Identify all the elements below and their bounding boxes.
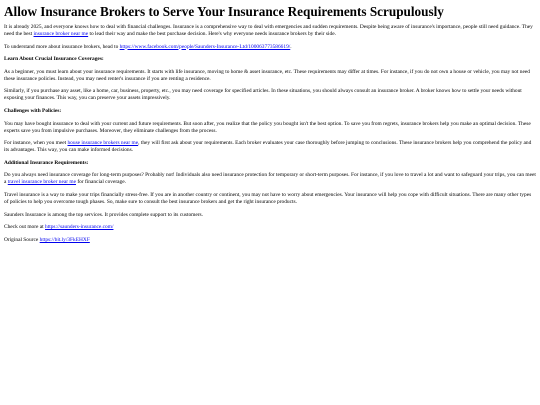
check-out-text: Check out more at: [4, 224, 46, 231]
facebook-paragraph: [4, 44, 536, 51]
learn-paragraph-2: Similarly, if you purchase any asset, like a home, car, business, property, etc., you may need coverage for specified articles. In these situations, you should always consult an insurance broker. A broker knows how to settle your needs without exposing your finances. This way, you can preserve your assets impressively.: [4, 88, 522, 102]
saunders-paragraph: Saunders Insurance is among the top services. It provides complete support to its customers.: [4, 211, 203, 218]
additional-text-end: for financial coverage.: [76, 179, 126, 186]
challenges-text-end: , they will first ask about your requirements. Each broker evaluates your case thoroughly before jumping to conclusions. These insurance brokers help you comprehend the policy and its advantages. This way, you can make informed decisions.: [4, 140, 532, 154]
source-text: Original Source: [4, 236, 40, 243]
section-heading-additional: Additional Insurance Requirements:: [4, 159, 89, 166]
section-heading-learn: Learn About Crucial Insurance Coverages:: [4, 56, 104, 63]
travel-insurance-link[interactable]: travel insurance broker near me: [7, 179, 76, 186]
facebook-text-end: .: [290, 43, 292, 50]
challenges-text: For instance, when you meet: [4, 140, 68, 147]
section-heading-challenges: Challenges with Policies:: [4, 107, 62, 114]
check-out-paragraph: [4, 224, 536, 231]
page-title: Allow Insurance Brokers to Serve Your Insurance Requirements Scrupulously: [4, 4, 444, 19]
source-link[interactable]: https://bit.ly/3FkEHXF: [39, 236, 90, 243]
additional-paragraph-2: Travel insurance is a way to make your trips financially stress-free. If you are in another country or continent, you may not have to worry about emergencies. Your insurance will help you cope with difficult situations. There are many other types of policies to help you overcome tough phases. So, make sure to consult the best insurance brokers and get the right insurance products.: [4, 191, 532, 205]
intro-text: It is already 2025, and everyone knows how to deal with financial challenges. Insurance is a comprehensive way to deal with emergencies and sudden requirements. Despite being aware of insurance's importance, people still need guidance. They need the best: [4, 24, 533, 37]
intro-text-end: to lead their way and make the best purchase decision. Here's why everyone needs insurance brokers by their side.: [88, 31, 336, 37]
challenges-paragraph-2: [4, 140, 536, 154]
additional-text: Do you always need insurance coverage for long-term purposes? Probably not! Individuals also need insurance protection for temporary or short-term purposes. For instance, if you love to travel a lot and want to safeguard your trips, you can meet a: [4, 172, 536, 186]
saunders-website-link[interactable]: https://saunders-insurance.com/: [45, 224, 114, 231]
house-insurance-link[interactable]: house insurance brokers near me: [67, 140, 139, 147]
facebook-text: To understand more about insurance brokers, head to: [4, 43, 120, 50]
insurance-broker-link[interactable]: insurance broker near me: [33, 31, 89, 37]
facebook-link[interactable]: https://www.facebook.com/people/Saunders-Insurance-Ltd/100063773586619/: [119, 43, 291, 50]
intro-paragraph: [4, 24, 536, 38]
challenges-paragraph-1: You may have bought insurance to deal with your current and future requirements. But soon after, you realize that the policy you bought isn't the best option. To save you from regrets, insurance brokers help you make an optimal decision. These experts save you from impulsive purchases. Moreover, they eliminate challenges from the process.: [4, 120, 531, 134]
learn-paragraph-1: As a beginner, you must learn about your insurance requirements. It starts with life insurance, moving to home & asset insurance, etc. These requirements may differ at times. For instance, if you do not own a house or vehicle, you may not need these insurance policies. Instead, you may need renter's insurance if you are renting a residence.: [4, 68, 530, 82]
source-paragraph: [4, 237, 536, 244]
additional-paragraph-1: [4, 172, 536, 186]
